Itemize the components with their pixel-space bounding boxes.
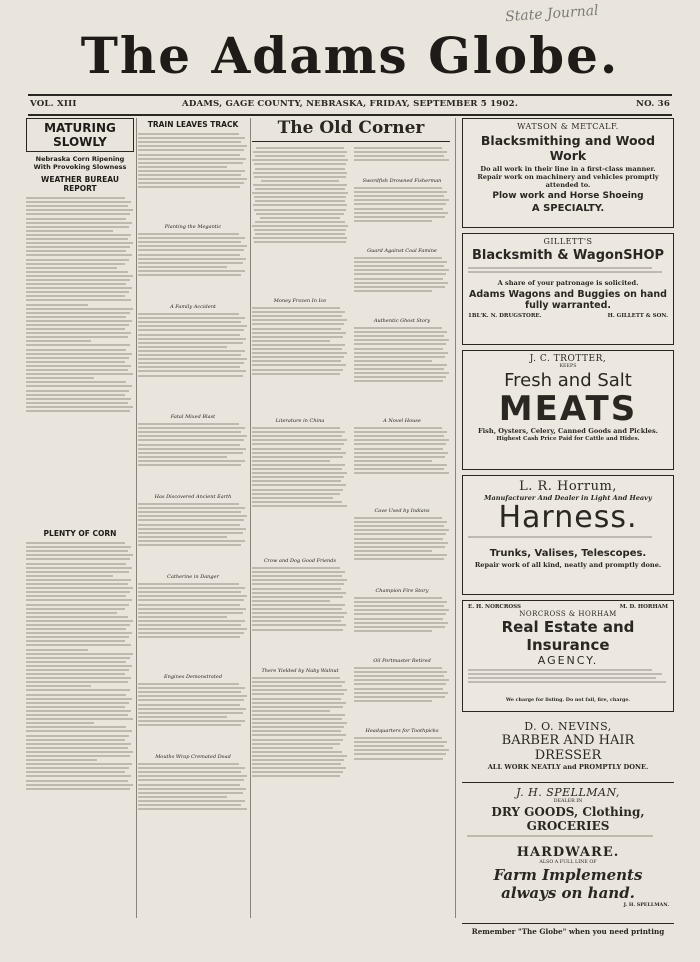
ad-nevins: [462, 717, 674, 777]
article-subhead: A Family Accident: [170, 304, 216, 310]
ad-spellman: [462, 782, 674, 908]
article-body-text: [26, 540, 134, 918]
article-body-text: [138, 681, 248, 751]
ad-footer-left: 1BL'K. N. DRUGSTORE.: [468, 313, 542, 319]
ad-hardware: HARDWARE.: [516, 845, 620, 860]
ad-fresh-salt: Fresh and Salt: [504, 370, 632, 391]
ad-footer-right: H. GILLETT & SON.: [607, 313, 668, 319]
ad-line: Repair work of all kind, neatly and promptly done.: [474, 561, 662, 569]
old-corner-columns: [252, 145, 450, 835]
column-train-leaves-track: [138, 118, 248, 918]
ad-fine-print: [468, 534, 668, 546]
ad-trade: Blacksmithing and Wood Work: [480, 133, 656, 163]
ad-line: Repair work on machinery and vehicles promptly attended to.: [477, 173, 659, 189]
section-heading: PLENTY OF CORN: [43, 529, 117, 538]
article-body-text: [354, 185, 450, 245]
article-subhead: Guard Against Coal Famine: [367, 248, 437, 254]
article-subhead: Crow and Dog Good Friends: [263, 558, 337, 564]
ad-watson-metcalf: [462, 118, 674, 228]
article-subhead: Engines Demonstrated: [163, 674, 223, 680]
ad-fine-print: [468, 265, 668, 279]
printing-reminder: Remember "The Globe" when you need printing: [462, 923, 674, 936]
poem-text: [252, 145, 348, 295]
ad-trade: Blacksmith & WagonSHOP: [471, 248, 665, 263]
handwritten-note: State Journal: [504, 2, 600, 26]
article-subhead: Catherine in Danger: [167, 574, 219, 580]
ad-business-name: J. H. SPELLMAN,: [516, 786, 620, 799]
ad-barber: BARBER AND HAIR DRESSER: [501, 733, 635, 763]
masthead-rule-bottom: [28, 114, 672, 116]
issue-info-bar: [30, 99, 670, 113]
ad-signature: J. H. SPELLMAN.: [623, 902, 669, 908]
ad-line: Adams Wagons and Buggies on hand fully warranted.: [469, 289, 667, 311]
article-subhead: Literature in China: [275, 418, 325, 424]
article-body-text: [138, 421, 248, 491]
article-body-text: [138, 501, 248, 571]
ad-line: Trunks, Valises, Telescopes.: [489, 548, 647, 559]
ad-fine-print: [467, 833, 669, 845]
article-subhead: Cave Used by Indians: [374, 508, 430, 514]
ad-line: ALL WORK NEATLY and PROMPTLY DONE.: [487, 763, 649, 771]
article-body-text: [354, 515, 450, 585]
ad-specialty: A SPECIALTY.: [531, 203, 605, 214]
advertisements-column: [462, 118, 674, 918]
article-body-text: [138, 761, 248, 841]
old-corner-right: [354, 145, 450, 835]
article-body-text: [252, 565, 348, 665]
ad-line: Do all work in their line in a first-class manner.: [480, 165, 656, 173]
article-subhead: Champion Fire Story: [375, 588, 429, 594]
article-body-text: [138, 231, 248, 301]
ad-footer-row: [468, 313, 668, 319]
masthead-title: The Adams Globe.: [80, 26, 620, 85]
article-headline: TRAIN LEAVES TRACK: [147, 120, 239, 129]
article-subhead: A Novel House: [383, 418, 421, 424]
column-divider: [455, 118, 456, 918]
ad-agency: AGENCY.: [537, 654, 599, 667]
ad-line: Highest Cash Price Paid for Cattle and Hides.: [496, 436, 640, 442]
section-heading: WEATHER BUREAU REPORT: [41, 175, 119, 193]
old-corner-masthead: The Old Corner: [252, 118, 450, 142]
ad-partner-left: E. H. NORCROSS: [468, 604, 521, 610]
article-body-text: [138, 131, 248, 221]
ad-dealer: DEALER IN: [553, 799, 583, 804]
ad-partner-right: M. D. HORHAM: [619, 604, 668, 610]
ad-fine-print: [468, 667, 668, 697]
article-subhead: Fatal Mixed Blast: [170, 414, 216, 420]
ad-business-name: NORCROSS & HORHAM: [519, 610, 617, 618]
article-subhead: Headquarters for Toothpicks: [365, 728, 439, 734]
column-old-corner: [252, 118, 450, 918]
article-subhead: Authentic Ghost Story: [373, 318, 431, 324]
ad-trotter: [462, 350, 674, 470]
ad-line: Plow work and Horse Shoeing: [492, 191, 644, 201]
article-subhead: Planting the Megantic: [164, 224, 222, 230]
article-subhead: Has Discovered Ancient Earth: [154, 494, 232, 500]
ad-farm-implements: Farm Implements always on hand.: [493, 866, 643, 902]
ad-harness: Harness.: [498, 500, 638, 535]
ad-gillett: [462, 233, 674, 345]
dateline: ADAMS, GAGE COUNTY, NEBRASKA, FRIDAY, SEPTEMBER 5 1902.: [181, 99, 519, 109]
ad-business-name: GILLETT'S: [543, 237, 593, 246]
ad-business-name: L. R. Horrum,: [519, 479, 617, 494]
article-body-text: [354, 325, 450, 415]
volume-number: VOL. XIII: [30, 99, 77, 109]
column-maturing-slowly: [26, 118, 134, 918]
article-body-text: [252, 305, 348, 415]
article-subhead: There Yielded by Naby Walnut: [261, 668, 339, 674]
ad-line: A share of your patronage is solicited.: [497, 279, 639, 287]
article-body-text: [138, 581, 248, 671]
article-body-text: [252, 425, 348, 555]
ad-goods: DRY GOODS, Clothing, GROCERIES: [491, 805, 645, 833]
masthead-rule-top: [28, 94, 672, 96]
article-body-text: [354, 255, 450, 315]
column-divider: [136, 118, 137, 918]
article-body-text: [354, 145, 450, 175]
ad-line: Fish, Oysters, Celery, Canned Goods and Pickles.: [478, 427, 658, 435]
ad-business-name: WATSON & METCALF.: [517, 122, 619, 131]
ad-real-estate: Real Estate and Insurance: [501, 618, 635, 654]
issue-number: NO. 36: [636, 99, 670, 109]
article-body-text: [354, 735, 450, 775]
article-body-text: [354, 595, 450, 655]
ad-keeps: KEEPS: [559, 364, 577, 369]
ad-meats: MEATS: [498, 389, 638, 429]
article-subhead: Money Frozen In Ice: [273, 298, 327, 304]
article-body-text: [138, 311, 248, 411]
article-body-text: [26, 195, 134, 525]
article-headline: MATURING SLOWLY: [26, 118, 134, 152]
ad-tagline: Manufacturer And Dealer in Light And Heavy: [484, 494, 652, 502]
ad-business-name: J. C. TROTTER,: [529, 354, 607, 364]
article-subhead: Oil Portmaster Retired: [373, 658, 431, 664]
article-subhead: Nebraska Corn Ripening With Provoking Slowness: [33, 155, 127, 171]
article-subhead: Mouths Wrap Cremated Dead: [155, 754, 231, 760]
article-body-text: [354, 425, 450, 505]
column-divider: [250, 118, 251, 918]
article-body-text: [252, 675, 348, 835]
article-subhead: Swordfish Drowned Fisherman: [362, 178, 442, 184]
old-corner-left: [252, 145, 348, 835]
ad-norcross-horham: [462, 600, 674, 712]
ad-line: We charge for listing. Do not fail, fire, charge.: [505, 697, 631, 703]
ad-also: ALSO A FULL LINE OF: [539, 860, 597, 865]
ad-horrum: [462, 475, 674, 595]
ad-business-name: D. O. NEVINS,: [524, 720, 612, 733]
article-body-text: [354, 665, 450, 725]
